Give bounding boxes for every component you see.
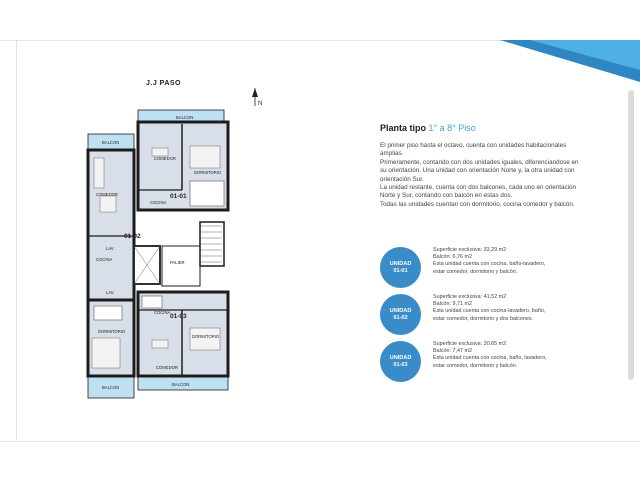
unit-balcony: Balcón: 6,76 m2 — [433, 254, 472, 261]
table-icon-0103 — [152, 340, 168, 348]
bathroom-0103 — [142, 296, 162, 308]
page-title — [380, 123, 476, 133]
palier — [162, 246, 200, 286]
unit-info — [433, 341, 558, 370]
sofa-icon — [94, 158, 104, 188]
description — [380, 142, 586, 209]
corner-decoration — [500, 40, 640, 82]
page-margin-line — [16, 40, 17, 440]
unit-badge — [380, 341, 421, 382]
room-balcon-top: BALCON — [176, 115, 194, 120]
unit-badge-label: UNIDAD — [389, 354, 412, 361]
room-cocina-0103: COCINA — [154, 310, 171, 315]
room-dormitorio-0103: DORMITORIO — [192, 334, 220, 339]
description-paragraph: Todas las unidades cuentan con dormitorio, cocina comedor y balcón. — [380, 200, 575, 208]
bed-icon-0102 — [92, 338, 120, 368]
room-cocina-0102: COCINA — [96, 257, 113, 262]
table-icon — [152, 148, 168, 156]
room-cocina-0101: COCINA — [150, 200, 167, 205]
floor-plan — [70, 86, 270, 406]
stairs — [200, 226, 222, 262]
unit-card-0102 — [380, 294, 620, 338]
unit-badge-number: 01-03 — [393, 361, 408, 368]
unit-info — [433, 294, 558, 323]
street-label: J.J PASO — [146, 80, 181, 87]
room-dormitorio-0101: DORMITORIO — [194, 170, 222, 175]
unit-card-0103 — [380, 341, 620, 385]
unit-detail: Esta unidad cuenta con cocina-lavadero, baño, estar comedor, dormitorio y dos balcones. — [433, 308, 546, 322]
unit-detail: Esta unidad cuenta con cocina, baño, lavadero, estar comedor, dormitorio y balcón. — [433, 355, 547, 369]
title-accent: 1° a 8° Piso — [428, 123, 476, 133]
description-paragraph: La unidad restante, cuenta con dos balcones, cada uno en orientación Norte y Sur, contando con balcón en estas dos. — [380, 184, 577, 200]
unit-card-0101 — [380, 247, 620, 291]
room-comedor-0101: COMEDOR — [154, 156, 176, 161]
unit-label-0103: 01-03 — [170, 313, 187, 320]
unit-badge — [380, 247, 421, 288]
north-label: N — [258, 101, 263, 107]
unit-label-0101: 01-01 — [170, 193, 187, 200]
bathroom-0101 — [190, 181, 224, 206]
side-strip — [628, 90, 634, 380]
bed-icon — [190, 146, 220, 168]
unit-badge — [380, 294, 421, 335]
room-comedor-0103: COMEDOR — [156, 365, 178, 370]
description-paragraph: Primeramente, contando con dos unidades iguales, diferenciandose en su orientación. Una unidad con orientación Norte y, la otra unidad con orientación Sur. — [380, 158, 579, 183]
unit-area: Superficie exclusiva: 30,65 m2 — [433, 341, 507, 347]
north-arrow-icon — [252, 88, 262, 107]
unit-balcony: Balcón: 9,71 m2 — [433, 301, 472, 308]
title-main: Planta tipo — [380, 123, 427, 133]
room-dormitorio-0102: DORMITORIO — [98, 329, 126, 334]
room-palier: PALIER — [170, 260, 185, 265]
room-balcon-bottom: BALCON — [172, 382, 190, 387]
bathroom-0102 — [94, 306, 122, 320]
dining-table-icon — [100, 196, 116, 212]
unit-detail: Esta unidad cuenta con cocina, baño-lavadero, estar comedor, dormitorio y balcón. — [433, 261, 546, 275]
unit-badge-number: 01-02 — [393, 314, 408, 321]
bed-icon-0103 — [190, 328, 220, 350]
unit-badge-label: UNIDAD — [389, 307, 412, 314]
unit-area: Superficie exclusiva: 41,52 m2 — [433, 294, 507, 300]
unit-label-0102: 01-02 — [124, 233, 141, 240]
unit-area: Superficie exclusiva: 33,29 m2 — [433, 247, 507, 253]
unit-info — [433, 247, 558, 276]
description-paragraph: El primer piso hasta el octavo, cuenta con unidades habitacionales amplias. — [380, 142, 567, 158]
room-comedor-0102: COMEDOR — [96, 192, 118, 197]
unit-badge-number: 01-01 — [393, 267, 408, 274]
room-lav-0102: LAV. — [106, 246, 115, 251]
room-balcon-bottom-left: BALCON — [102, 385, 120, 390]
unit-badge-label: UNIDAD — [389, 260, 412, 267]
room-lav-0103: LAV. — [106, 290, 115, 295]
room-balcon-left: BALCON — [102, 140, 120, 145]
unit-balcony: Balcón: 7,47 m2 — [433, 348, 472, 355]
